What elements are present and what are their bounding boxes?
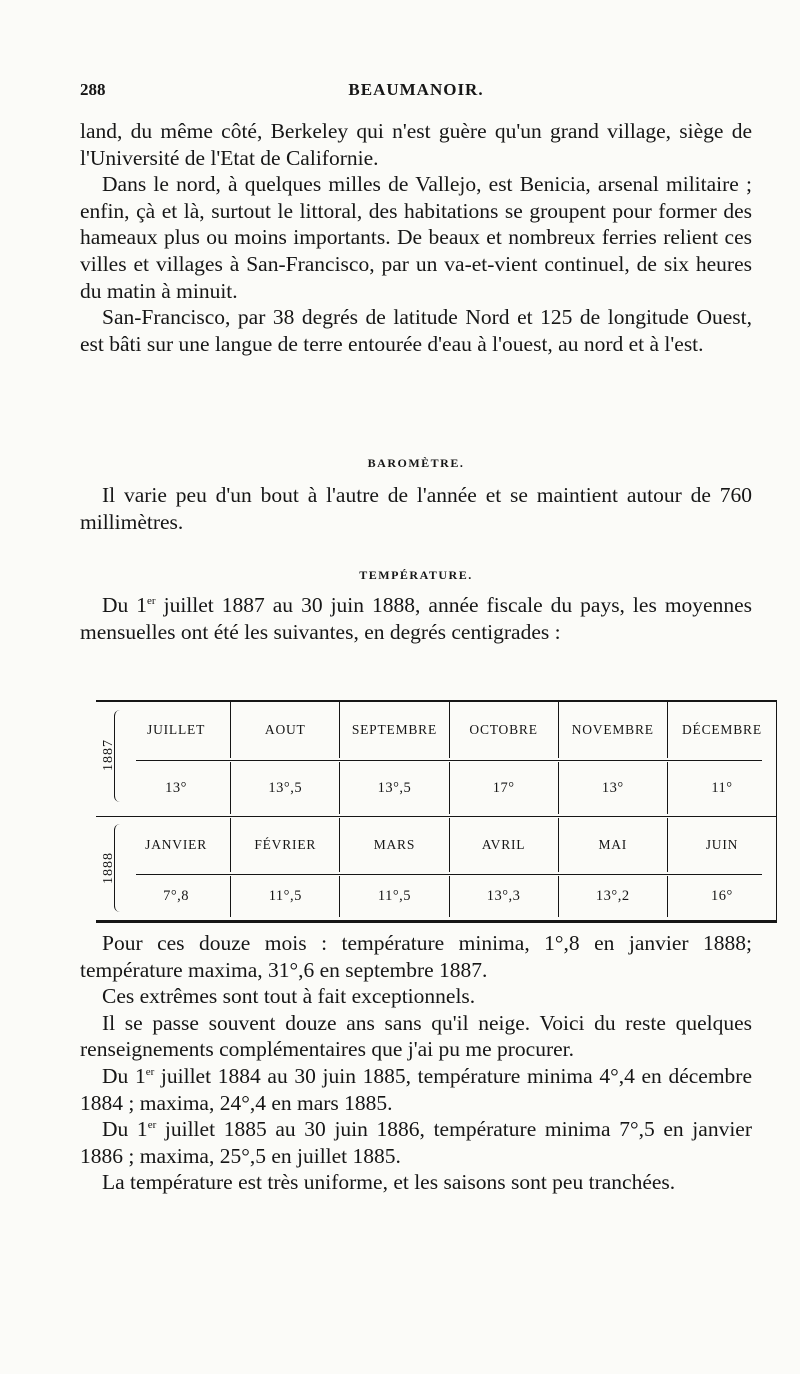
month-cell: JUIN — [667, 818, 776, 872]
value-cell: 13°,5 — [339, 762, 448, 814]
divider — [136, 874, 762, 875]
value-cell: 13°,5 — [230, 762, 339, 814]
divider — [96, 816, 776, 817]
brace — [114, 824, 123, 912]
year-label: 1887 — [101, 739, 116, 771]
paragraph: Il se passe souvent douze ans sans qu'il neige. Voici du reste quelques renseignements complémentaires que j'ai pu me procurer. — [80, 1010, 752, 1062]
paragraph: Ces extrêmes sont tout à fait exceptionnels. — [102, 984, 476, 1009]
month-cell: OCTOBRE — [449, 702, 558, 758]
table-row — [122, 876, 776, 917]
temperature-table — [96, 700, 777, 923]
month-cell: MAI — [558, 818, 667, 872]
closing-text — [80, 930, 752, 1196]
value-cell: 13°,3 — [449, 876, 558, 917]
paragraph: San-Francisco, par 38 degrés de latitude Nord et 125 de longitude Ouest, est bâti sur une langue de terre entourée d'eau à l'ouest, au nord et à l'est. — [80, 305, 752, 356]
table-row — [122, 818, 776, 872]
value-cell: 13° — [165, 779, 187, 796]
paragraph: land, du même côté, Berkeley qui n'est guère qu'un grand village, siège de l'Université de l'Etat de Californie. — [80, 119, 752, 170]
paragraph: Il varie peu d'un bout à l'autre de l'année et se maintient autour de 760 millimètres. — [80, 483, 752, 534]
value-cell: 13°,2 — [558, 876, 667, 917]
paragraph: Dans le nord, à quelques milles de Vallejo, est Benicia, arsenal militaire ; enfin, çà et là, surtout le littoral, des habitations se groupent pour former des hameaux plus ou moins importants. De beaux et nombreux ferries relient ces villes et villages à San-Francisco, par un va-et-vient continuel, de six heures du matin à minuit. — [80, 172, 752, 303]
month-cell: AOUT — [230, 702, 339, 758]
value-cell: 11°,5 — [339, 876, 448, 917]
month-cell: DÉCEMBRE — [667, 702, 776, 758]
table-row — [122, 702, 776, 758]
value-cell: 11°,5 — [230, 876, 339, 917]
value-cell: 11° — [667, 762, 776, 814]
month-cell: JUILLET — [147, 722, 206, 737]
paragraph: Pour ces douze mois : température minima, 1°,8 en janvier 1888; température maxima, 31°,6 en septembre 1887. — [80, 931, 752, 982]
month-cell: AVRIL — [449, 818, 558, 872]
value-cell: 13° — [558, 762, 667, 814]
paragraph: Du 1er juillet 1885 au 30 juin 1886, température minima 7°,5 en janvier 1886 ; maxima, 25°,5 en juillet 1885. — [80, 1117, 752, 1168]
running-title: BEAUMANOIR. — [348, 80, 484, 99]
section-heading-barometre: BAROMÈTRE. — [367, 456, 465, 470]
year-label: 1888 — [101, 852, 116, 884]
barometre-text — [80, 482, 752, 535]
paragraph: Du 1er juillet 1887 au 30 juin 1888, année fiscale du pays, les moyennes mensuelles ont été les suivantes, en degrés centigrades : — [80, 593, 752, 644]
table-grid — [122, 702, 776, 920]
paragraph: La température est très uniforme, et les saisons sont peu tranchées. — [102, 1170, 676, 1195]
month-cell: JANVIER — [145, 837, 208, 852]
page-number: 288 — [80, 80, 106, 99]
month-cell: FÉVRIER — [230, 818, 339, 872]
month-cell: MARS — [339, 818, 448, 872]
value-cell: 17° — [449, 762, 558, 814]
divider — [136, 760, 762, 761]
temperature-intro — [80, 592, 752, 645]
value-cell: 7°,8 — [163, 888, 190, 904]
paragraph: Du 1er juillet 1884 au 30 juin 1885, température minima 4°,4 en décembre 1884 ; maxima, 24°,4 en mars 1885. — [80, 1063, 752, 1115]
month-cell: SEPTEMBRE — [339, 702, 448, 758]
table-row — [122, 762, 776, 814]
month-cell: NOVEMBRE — [558, 702, 667, 758]
value-cell: 16° — [667, 876, 776, 917]
running-head — [80, 80, 752, 110]
section-heading-temperature: TEMPÉRATURE. — [359, 568, 473, 582]
intro-text — [80, 118, 752, 357]
